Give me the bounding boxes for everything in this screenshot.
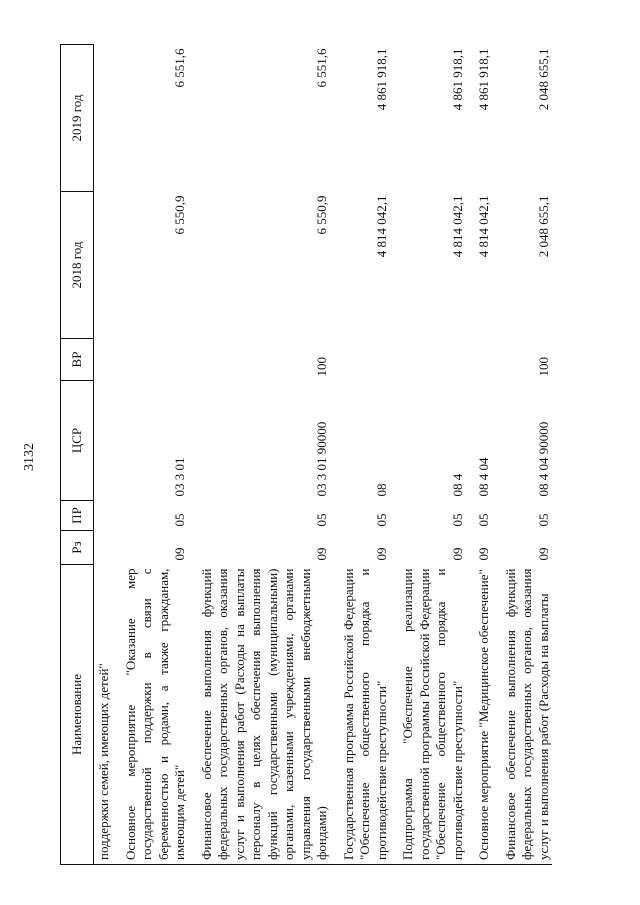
- column-header-2018: 2018 год: [61, 192, 94, 339]
- row-csr: 08 4 04: [476, 457, 491, 497]
- row-vr: [94, 339, 113, 381]
- row-amount-2018: [94, 192, 113, 339]
- row-amount-2019: 4 861 918,1: [449, 48, 465, 111]
- column-header-pr: ПР: [61, 501, 94, 531]
- table-row: [94, 45, 113, 865]
- column-header-2019: 2019 год: [61, 45, 94, 192]
- row-pr: 05: [172, 513, 187, 527]
- row-name: Финансовое обеспечение выполнения функций федеральных государственных органов, оказания услуг и выполнения работ (Расходы на выплаты персоналу в целях обеспечения выполнения функций государственными (муниципальными) органами, казенными учреждениями, органами управления государственными внебюджетными фондами): [189, 565, 331, 865]
- row-rz: 09: [476, 547, 491, 561]
- table-row: [493, 45, 553, 865]
- row-amount-2018: 6 550,9: [314, 195, 329, 235]
- row-pr: 05: [535, 513, 551, 527]
- row-name: Государственная программа Российской Федерации "Обеспечение общественного порядка и противодействие преступности": [331, 565, 391, 865]
- row-csr: 08: [373, 483, 389, 497]
- row-pr: [94, 501, 113, 531]
- table-row: [189, 45, 331, 865]
- row-vr: [466, 339, 493, 381]
- column-header-csr: ЦСР: [61, 381, 94, 501]
- row-csr: 08 4 04 90000: [535, 421, 551, 497]
- row-amount-2019: 4 861 918,1: [476, 48, 491, 111]
- row-csr: 03 3 01: [172, 457, 187, 497]
- row-name: Подпрограмма "Обеспечение реализации государственной программы Российской Федерации "Обеспечение общественного порядка и противодействие преступности": [390, 565, 466, 865]
- table-header: [61, 45, 94, 865]
- row-amount-2018: 6 550,9: [172, 195, 187, 235]
- row-amount-2018: 2 048 655,1: [535, 195, 551, 258]
- table-row: [466, 45, 493, 865]
- row-vr: [113, 339, 189, 381]
- row-amount-2019: 6 551,6: [314, 48, 329, 88]
- row-amount-2018: 4 814 042,1: [449, 195, 465, 258]
- table-row: [390, 45, 466, 865]
- budget-table: [60, 44, 552, 865]
- row-amount-2018: 4 814 042,1: [373, 195, 389, 258]
- row-pr: 05: [373, 513, 389, 527]
- row-rz: 09: [314, 547, 329, 561]
- row-amount-2019: 2 048 655,1: [535, 48, 551, 111]
- row-vr: [331, 339, 391, 381]
- row-rz: [94, 531, 113, 565]
- row-amount-2019: 6 551,6: [172, 48, 187, 88]
- table-row: [113, 45, 189, 865]
- row-rz: 09: [373, 547, 389, 561]
- row-amount-2019: [94, 45, 113, 192]
- row-name: поддержки семей, имеющих детей": [94, 565, 113, 865]
- row-pr: 05: [314, 513, 329, 527]
- row-name: Финансовое обеспечение выполнения функций федеральных государственных органов, оказания услуг и выполнения работ (Расходы на выплаты: [493, 565, 553, 865]
- column-header-rz: Рз: [61, 531, 94, 565]
- page-number: 3132: [22, 443, 37, 471]
- row-vr: 100: [314, 357, 329, 377]
- row-name: Основное мероприятие "Медицинское обеспечение": [466, 565, 493, 865]
- row-rz: 09: [449, 547, 465, 561]
- row-vr: [390, 339, 466, 381]
- document-page: [22, 45, 580, 865]
- row-rz: 09: [535, 547, 551, 561]
- row-csr: 03 3 01 90000: [314, 421, 329, 497]
- row-vr: 100: [535, 357, 551, 377]
- column-header-name: Наименование: [61, 565, 94, 865]
- row-pr: 05: [476, 513, 491, 527]
- table-row: [331, 45, 391, 865]
- row-csr: 08 4: [449, 473, 465, 497]
- row-amount-2019: 4 861 918,1: [373, 48, 389, 111]
- row-pr: 05: [449, 513, 465, 527]
- column-header-vr: ВР: [61, 339, 94, 381]
- row-amount-2018: 4 814 042,1: [476, 195, 491, 258]
- row-rz: 09: [172, 547, 187, 561]
- row-name: Основное мероприятие "Оказание мер государственной поддержки в связи с беременностью и родами, а также гражданам, имеющим детей": [113, 565, 189, 865]
- row-csr: [94, 381, 113, 501]
